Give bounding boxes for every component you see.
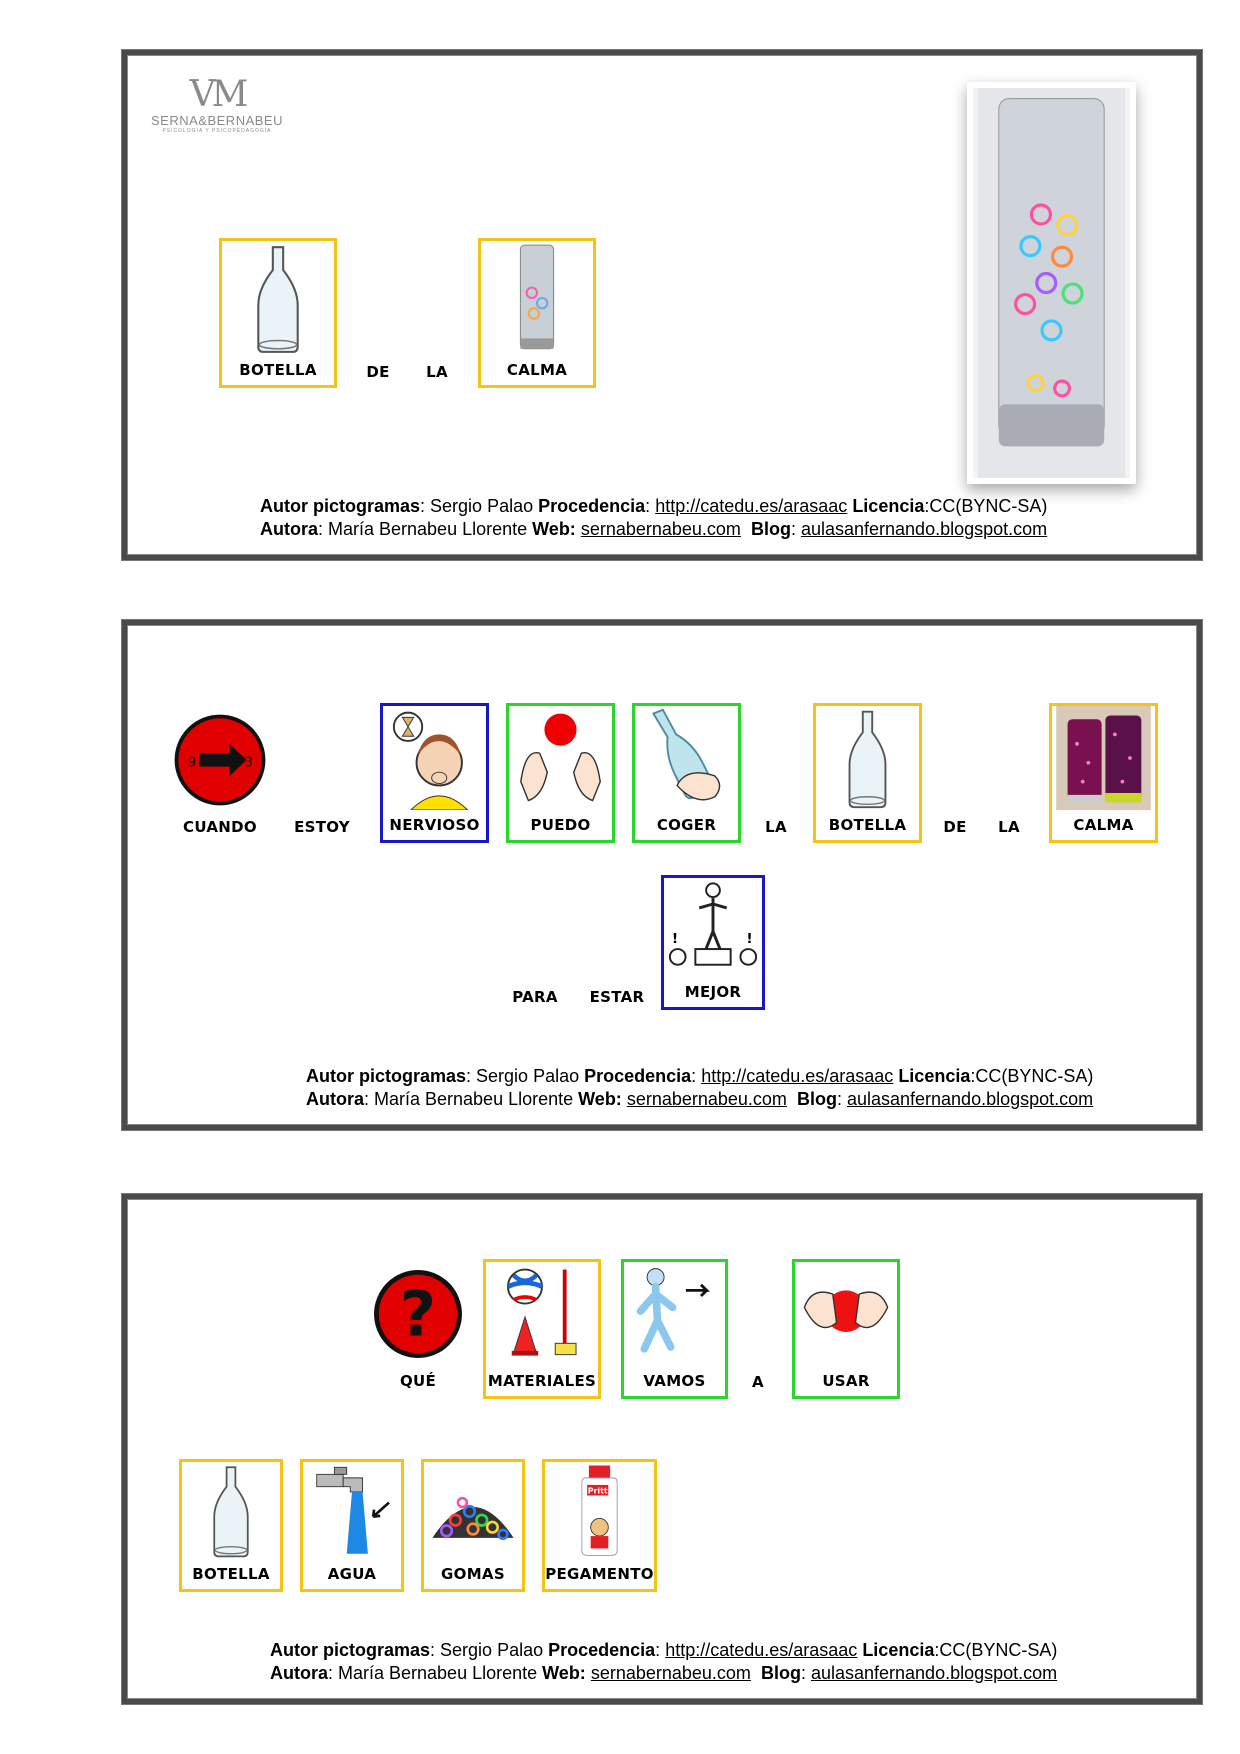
svg-text:!: ! bbox=[746, 931, 753, 948]
svg-text:?: ? bbox=[399, 1277, 437, 1351]
card-label: BOTELLA bbox=[192, 1565, 270, 1583]
walking-icon bbox=[624, 1262, 725, 1366]
panel-cuando-estoy-nervioso bbox=[122, 620, 1202, 1130]
card-que bbox=[365, 1259, 471, 1399]
word-estar: ESTAR bbox=[589, 988, 645, 1006]
nervous-face-icon bbox=[383, 706, 486, 810]
word-la: LA bbox=[998, 818, 1020, 836]
card-agua bbox=[300, 1459, 404, 1592]
card-mejor bbox=[661, 875, 765, 1010]
credit-procedencia-sep: : bbox=[691, 1066, 702, 1086]
question-icon bbox=[368, 1262, 468, 1366]
web-link[interactable]: sernabernabeu.com bbox=[580, 519, 741, 539]
credit-autora-label: Autora bbox=[306, 1089, 364, 1109]
word-la: LA bbox=[426, 363, 448, 381]
card-label: PUEDO bbox=[530, 816, 591, 834]
web-link[interactable]: sernabernabeu.com bbox=[626, 1089, 787, 1109]
word-para: PARA bbox=[512, 988, 558, 1006]
credit-autora-label: Autora bbox=[270, 1663, 328, 1683]
card-label: NERVIOSO bbox=[389, 816, 480, 834]
glue-icon bbox=[545, 1462, 654, 1559]
card-usar bbox=[792, 1259, 900, 1399]
hands-squeeze-icon bbox=[795, 1262, 897, 1366]
credit-web-label: Web: bbox=[578, 1089, 622, 1109]
card-gomas bbox=[421, 1459, 525, 1592]
card-materiales bbox=[483, 1259, 601, 1399]
credit-licencia-value: :CC(BYNC-SA) bbox=[924, 496, 1048, 516]
credit-autor-label: Autor pictogramas bbox=[260, 496, 421, 516]
credits-block bbox=[270, 1639, 1057, 1685]
water-tap-icon bbox=[303, 1462, 401, 1559]
card-nervioso bbox=[380, 703, 489, 843]
bottle-icon bbox=[182, 1462, 280, 1559]
card-puedo bbox=[506, 703, 615, 843]
credit-autora-value: : María Bernabeu Llorente bbox=[364, 1089, 579, 1109]
panel-materiales bbox=[122, 1194, 1202, 1704]
credit-line-2 bbox=[306, 1088, 1093, 1111]
credit-blog-sep: : bbox=[800, 1663, 811, 1683]
card-vamos bbox=[621, 1259, 728, 1399]
credit-licencia-label: Licencia bbox=[857, 1640, 935, 1660]
credits-block bbox=[306, 1065, 1093, 1111]
calm-bottle-photo bbox=[481, 241, 593, 355]
card-label: COGER bbox=[656, 816, 717, 834]
card-label: CALMA bbox=[506, 361, 568, 379]
card-pegamento bbox=[542, 1459, 657, 1592]
svg-text:9: 9 bbox=[187, 755, 197, 771]
card-label: MATERIALES bbox=[487, 1372, 597, 1390]
serna-bernabeu-logo bbox=[147, 74, 287, 134]
card-label: VAMOS bbox=[643, 1372, 706, 1390]
credit-licencia-value: :CC(BYNC-SA) bbox=[970, 1066, 1094, 1086]
web-link[interactable]: sernabernabeu.com bbox=[590, 1663, 751, 1683]
credit-autor-value: : Sergio Palao bbox=[430, 1640, 549, 1660]
credit-procedencia-label: Procedencia bbox=[584, 1066, 692, 1086]
card-botella bbox=[219, 238, 337, 388]
credit-procedencia-label: Procedencia bbox=[538, 496, 646, 516]
card-calma bbox=[1049, 703, 1158, 843]
card-label: USAR bbox=[822, 1372, 870, 1390]
arasaac-link[interactable]: http://catedu.es/arasaac bbox=[701, 1066, 894, 1086]
card-botella bbox=[179, 1459, 283, 1592]
credit-procedencia-label: Procedencia bbox=[548, 1640, 656, 1660]
credit-licencia-label: Licencia bbox=[893, 1066, 971, 1086]
credit-line-1 bbox=[306, 1065, 1093, 1088]
credit-blog-sep: : bbox=[836, 1089, 847, 1109]
credit-procedencia-sep: : bbox=[645, 496, 656, 516]
card-label: BOTELLA bbox=[828, 816, 907, 834]
card-coger bbox=[632, 703, 741, 843]
card-label: PEGAMENTO bbox=[545, 1565, 654, 1583]
credit-blog-label: Blog bbox=[760, 1663, 801, 1683]
credit-procedencia-sep: : bbox=[655, 1640, 666, 1660]
glitter-bottles-photo bbox=[1052, 706, 1155, 810]
logo-name: SERNA&BERNABEU bbox=[151, 113, 283, 128]
grab-bottle-icon bbox=[635, 706, 738, 810]
credit-autor-value: : Sergio Palao bbox=[420, 496, 539, 516]
credit-blog-label: Blog bbox=[796, 1089, 837, 1109]
credit-line-1 bbox=[270, 1639, 1057, 1662]
credit-licencia-label: Licencia bbox=[847, 496, 925, 516]
card-label: CUANDO bbox=[183, 818, 257, 836]
logo-mark: VM bbox=[189, 74, 245, 115]
card-label: MEJOR bbox=[684, 983, 742, 1001]
card-label: BOTELLA bbox=[239, 361, 317, 379]
credits-block bbox=[260, 495, 1047, 541]
svg-text:Pritt: Pritt bbox=[587, 1486, 608, 1496]
word-de: DE bbox=[366, 363, 390, 381]
card-botella bbox=[813, 703, 922, 843]
credit-line-1 bbox=[260, 495, 1047, 518]
word-la: LA bbox=[765, 818, 787, 836]
credit-blog-sep: : bbox=[790, 519, 801, 539]
credit-line-2 bbox=[270, 1662, 1057, 1685]
person-better-icon bbox=[664, 878, 762, 977]
card-label: CALMA bbox=[1073, 816, 1134, 834]
blog-link[interactable]: aulasanfernando.blogspot.com bbox=[810, 1663, 1058, 1683]
card-label: GOMAS bbox=[441, 1565, 505, 1583]
clock-icon bbox=[170, 708, 270, 812]
credit-autora-value: : María Bernabeu Llorente bbox=[318, 519, 533, 539]
card-calma bbox=[478, 238, 596, 388]
card-label: QUÉ bbox=[399, 1372, 437, 1390]
hands-ball-icon bbox=[509, 706, 612, 810]
materials-icon bbox=[486, 1262, 598, 1366]
blog-link[interactable]: aulasanfernando.blogspot.com bbox=[846, 1089, 1094, 1109]
word-estoy: ESTOY bbox=[294, 818, 350, 836]
bottle-icon bbox=[222, 241, 334, 355]
bottle-icon bbox=[816, 706, 919, 810]
arasaac-link[interactable]: http://catedu.es/arasaac bbox=[655, 496, 848, 516]
arasaac-link[interactable]: http://catedu.es/arasaac bbox=[665, 1640, 858, 1660]
svg-text:3: 3 bbox=[244, 755, 254, 771]
credit-web-label: Web: bbox=[532, 519, 576, 539]
word-a: A bbox=[752, 1373, 764, 1391]
credit-autora-value: : María Bernabeu Llorente bbox=[328, 1663, 543, 1683]
credit-autor-value: : Sergio Palao bbox=[466, 1066, 585, 1086]
rubber-bands-icon bbox=[424, 1462, 522, 1559]
word-de: DE bbox=[943, 818, 967, 836]
credit-autor-label: Autor pictogramas bbox=[270, 1640, 431, 1660]
credit-autora-label: Autora bbox=[260, 519, 318, 539]
credit-autor-label: Autor pictogramas bbox=[306, 1066, 467, 1086]
credit-blog-label: Blog bbox=[750, 519, 791, 539]
panel-botella-calma bbox=[122, 50, 1202, 560]
blog-link[interactable]: aulasanfernando.blogspot.com bbox=[800, 519, 1048, 539]
credit-licencia-value: :CC(BYNC-SA) bbox=[934, 1640, 1058, 1660]
svg-text:!: ! bbox=[671, 931, 679, 948]
logo-tagline: PSICOLOGÍA Y PSICOPEDAGOGÍA bbox=[162, 128, 272, 134]
credit-line-2 bbox=[260, 518, 1047, 541]
calm-bottle-large-photo bbox=[967, 82, 1136, 484]
card-label: AGUA bbox=[327, 1565, 377, 1583]
credit-web-label: Web: bbox=[542, 1663, 586, 1683]
card-cuando bbox=[167, 705, 273, 845]
